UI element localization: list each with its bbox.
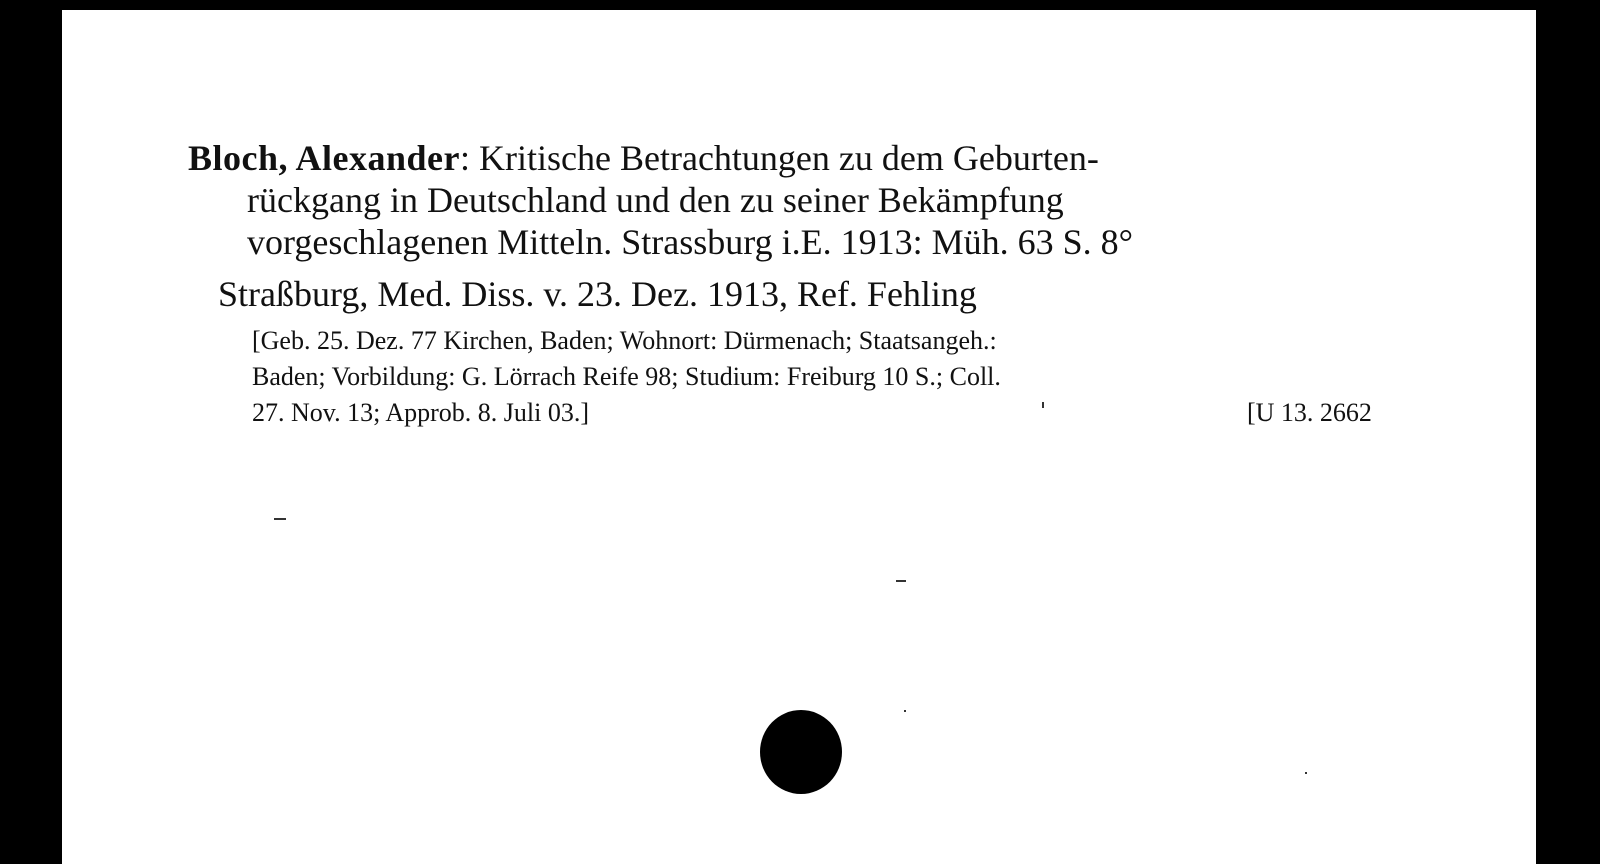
biography-line-3: 27. Nov. 13; Approb. 8. Juli 03.] bbox=[252, 398, 590, 427]
scan-speck bbox=[274, 518, 286, 520]
author-name: Bloch, Alexander bbox=[188, 138, 461, 178]
biography-line-2: Baden; Vorbildung: G. Lörrach Reife 98; Studium: Freiburg 10 S.; Coll. bbox=[252, 362, 1001, 391]
dissertation-note: Straßburg, Med. Diss. v. 23. Dez. 1913, Ref. Fehling bbox=[218, 274, 977, 314]
title-line-1 bbox=[188, 140, 1099, 176]
scan-speck bbox=[1042, 402, 1044, 408]
scan-speck bbox=[1305, 772, 1307, 774]
shelfmark: [U 13. 2662 bbox=[1247, 398, 1372, 427]
author-colon: : bbox=[460, 138, 471, 178]
scan-speck bbox=[904, 710, 906, 712]
scan-speck bbox=[896, 580, 906, 582]
biography-line-1: [Geb. 25. Dez. 77 Kirchen, Baden; Wohnort: Dürmenach; Staatsangeh.: bbox=[252, 326, 997, 355]
catalog-card bbox=[62, 10, 1536, 864]
title-line-2: rückgang in Deutschland und den zu seiner Bekämpfung bbox=[247, 180, 1064, 220]
title-text-1: Kritische Betrachtungen zu dem Geburten- bbox=[479, 138, 1099, 178]
punch-hole bbox=[760, 710, 842, 794]
title-line-3: vorgeschlagenen Mitteln. Strassburg i.E. 1913: Müh. 63 S. 8° bbox=[247, 222, 1134, 262]
